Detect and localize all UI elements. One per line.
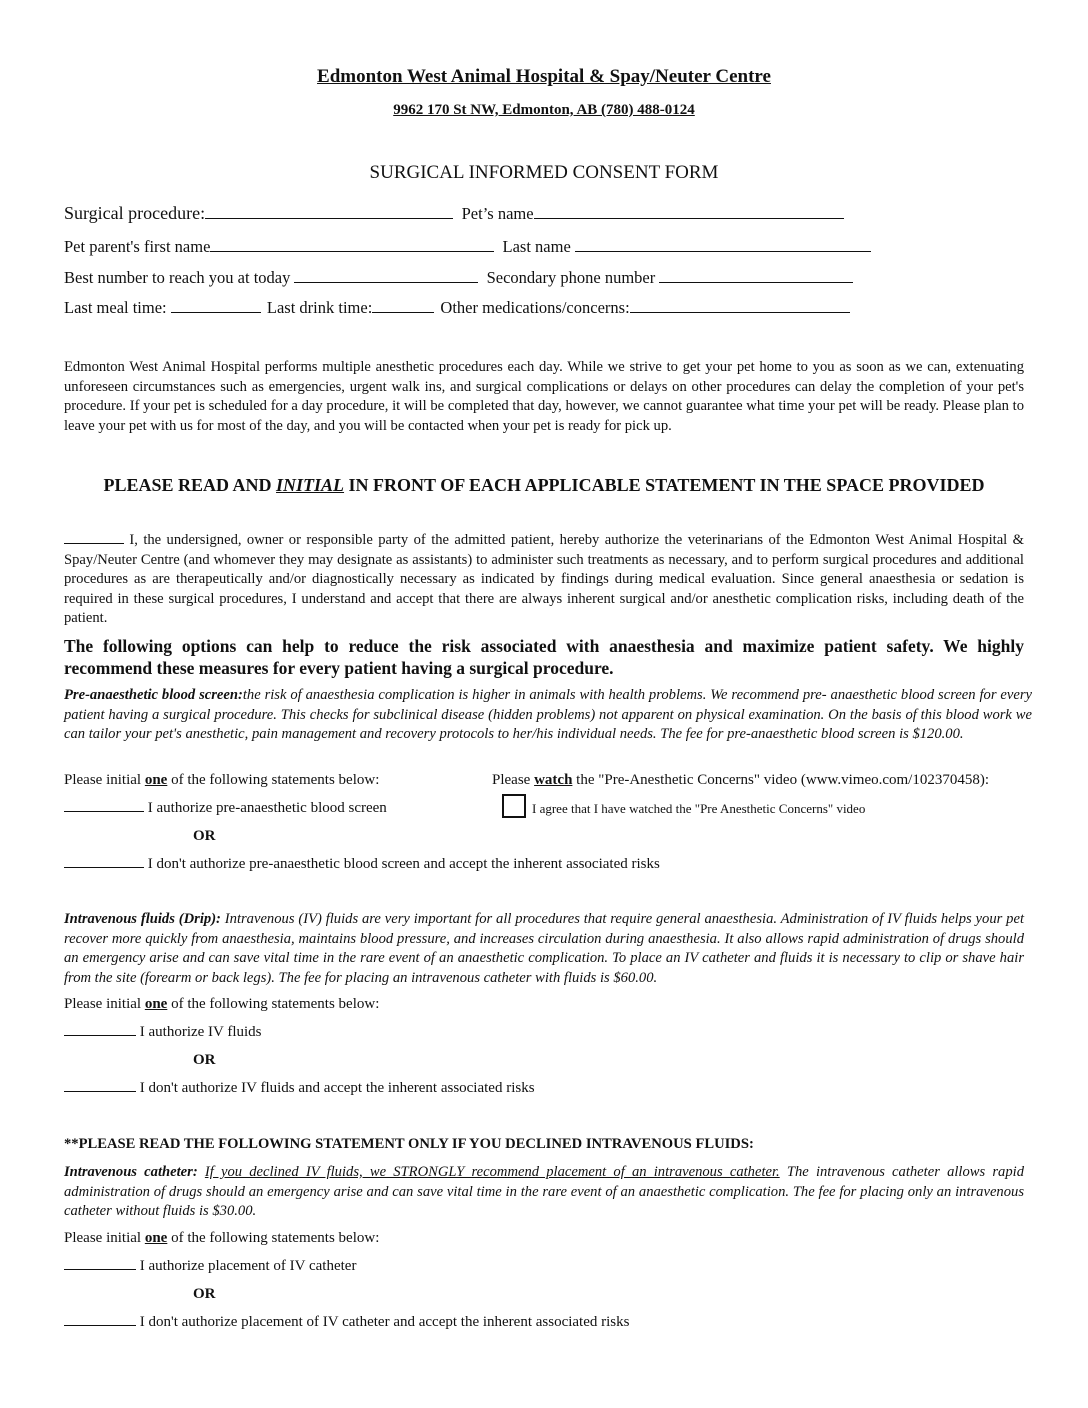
last-name-label: Last name xyxy=(502,237,571,256)
fields-row-2 xyxy=(64,237,871,257)
fields-row-4 xyxy=(64,298,850,318)
secondary-phone-label: Secondary phone number xyxy=(486,268,656,287)
blood-screen-authorize: I authorize pre-anaesthetic blood screen xyxy=(64,800,387,817)
declined-heading: **PLEASE READ THE FOLLOWING STATEMENT ONLY IF YOU DECLINED INTRAVENOUS FLUIDS: xyxy=(64,1136,754,1152)
iv-catheter-paragraph xyxy=(64,1163,1024,1222)
blood-screen-authorize-input[interactable] xyxy=(64,811,144,812)
blood-screen-decline-input[interactable] xyxy=(64,867,144,868)
best-number-label: Best number to reach you at today xyxy=(64,268,291,287)
authorization-initial-input[interactable] xyxy=(64,543,124,544)
intro-paragraph: Edmonton West Animal Hospital performs multiple anesthetic procedures each day. While we strive to get your pet home to you as soon as we can, extenuating unforeseen circumstances such as emergencies, urgent walk ins, and surgical complications or delays on other procedures can delay the completion of your pet's procedure. If your pet is scheduled for a day procedure, it will be completed that day, however, we cannot guarantee what time your pet will be ready. Please plan to leave your pet with us for most of the day, and you will be contacted when your pet is ready for pick up. xyxy=(64,359,1024,434)
iv-catheter-authorize: I authorize placement of IV catheter xyxy=(64,1258,356,1275)
pets-name-label: Pet’s name xyxy=(461,204,534,223)
best-number-input[interactable] xyxy=(294,282,478,283)
iv-catheter-prompt: Please initial one of the following statements below: xyxy=(64,1230,380,1246)
blood-screen-text: the risk of anaesthesia complication is higher in animals with health problems. We recommend pre- anaesthetic blood screen for every patient having a surgical procedure. This checks for subclinical disease (hidden problems) not apparent on physical examination. On the basis of this blood work we can tailor your pet's anesthetic, pain management and recovery protocols to her/his individual needs. The fee for pre-anaesthetic blood screen is $120.00. xyxy=(64,687,1032,742)
fields-row-3 xyxy=(64,268,853,288)
first-name-label: Pet parent's first name xyxy=(64,237,211,256)
last-drink-input[interactable] xyxy=(372,312,434,313)
authorization-paragraph xyxy=(64,531,1024,629)
hospital-name: Edmonton West Animal Hospital & Spay/Neuter Centre xyxy=(317,66,771,87)
last-meal-label: Last meal time: xyxy=(64,298,167,317)
iv-catheter-recommendation: If you declined IV fluids, we STRONGLY recommend placement of an intravenous catheter. xyxy=(204,1164,780,1180)
pets-name-input[interactable] xyxy=(534,218,844,219)
instruction-heading xyxy=(80,474,1008,496)
iv-fluids-paragraph xyxy=(64,910,1024,988)
iv-fluids-authorize: I authorize IV fluids xyxy=(64,1024,262,1041)
last-drink-label: Last drink time: xyxy=(266,298,373,317)
blood-screen-or: OR xyxy=(193,828,216,844)
surgical-procedure-input[interactable] xyxy=(205,218,453,219)
options-heading: The following options can help to reduce the risk associated with anaesthesia and maximize patient safety. We highly recommend these measures for every patient having a surgical procedure. xyxy=(64,636,1024,678)
iv-catheter-decline: I don't authorize placement of IV catheter and accept the inherent associated risks xyxy=(64,1314,629,1331)
blood-screen-prompt: Please initial one of the following statements below: xyxy=(64,772,380,788)
video-prompt: Please watch the "Pre-Anesthetic Concerns" video (www.vimeo.com/102370458): xyxy=(492,772,990,788)
blood-screen-decline: I don't authorize pre-anaesthetic blood screen and accept the inherent associated risks xyxy=(64,856,660,873)
iv-catheter-text: The intravenous catheter allows rapid administration of drugs should an emergency arise and can save vital time in the rare event of an anaesthetic complication. The fee for placing only an intravenous catheter without fluids is $30.00. xyxy=(64,1164,1024,1219)
iv-fluids-text: Intravenous (IV) fluids are very important for all procedures that require general anaesthesia. Administration of IV fluids helps your pet recover more quickly from anaesthesia, maintains blood pressure, and increases circulation during anaesthesia. It also allows rapid administration of drugs should an emergency arise and can save vital time in the rare event of an anaesthetic complication. To place an IV catheter and fluids it is necessary to clip or shave hair from the site (forearm or back legs). The fee for placing an intravenous catheter with fluids is $60.00. xyxy=(64,911,1024,986)
iv-fluids-decline-input[interactable] xyxy=(64,1091,136,1092)
secondary-phone-input[interactable] xyxy=(659,282,853,283)
iv-fluids-decline: I don't authorize IV fluids and accept the inherent associated risks xyxy=(64,1080,535,1097)
iv-fluids-or: OR xyxy=(193,1052,216,1068)
iv-fluids-title: Intravenous fluids (Drip): xyxy=(64,911,221,927)
last-meal-input[interactable] xyxy=(171,312,261,313)
iv-catheter-or: OR xyxy=(193,1286,216,1302)
blood-screen-title: Pre-anaesthetic blood screen: xyxy=(64,687,243,703)
form-title: SURGICAL INFORMED CONSENT FORM xyxy=(369,162,719,183)
first-name-input[interactable] xyxy=(210,251,494,252)
iv-catheter-decline-input[interactable] xyxy=(64,1325,136,1326)
fields-row-1 xyxy=(64,203,844,224)
video-agree-checkbox[interactable] xyxy=(502,794,526,823)
iv-fluids-prompt: Please initial one of the following statements below: xyxy=(64,996,380,1012)
other-meds-label: Other medications/concerns: xyxy=(440,298,630,317)
instruction-emph: INITIAL xyxy=(276,475,345,495)
iv-catheter-title: Intravenous catheter: xyxy=(64,1164,205,1180)
iv-fluids-authorize-input[interactable] xyxy=(64,1035,136,1036)
surgical-procedure-label: Surgical procedure: xyxy=(64,203,206,223)
video-agree-label: I agree that I have watched the "Pre Anesthetic Concerns" video xyxy=(532,801,866,816)
iv-catheter-authorize-input[interactable] xyxy=(64,1269,136,1270)
blood-screen-paragraph xyxy=(64,686,1032,745)
authorization-text: I, the undersigned, owner or responsible party of the admitted patient, hereby authorize the veterinarians of the Edmonton West Animal Hospital & Spay/Neuter Centre (and whomever they may designate as assistants) to administer such treatments as necessary, and to perform surgical procedures and additional procedures as are therapeutically and/or diagnostically necessary as indicated by findings during medical evaluation. Since general anaesthesia or sedation is required in these surgical procedures, I understand and accept that there are always inherent surgical and/or anesthetic complication risks, including death of the patient. xyxy=(64,532,1024,626)
last-name-input[interactable] xyxy=(575,251,871,252)
instruction-post: IN FRONT OF EACH APPLICABLE STATEMENT IN THE SPACE PROVIDED xyxy=(344,475,985,495)
hospital-address: 9962 170 St NW, Edmonton, AB (780) 488-0124 xyxy=(393,102,695,118)
instruction-pre: PLEASE READ AND xyxy=(103,475,277,495)
other-meds-input[interactable] xyxy=(630,312,850,313)
